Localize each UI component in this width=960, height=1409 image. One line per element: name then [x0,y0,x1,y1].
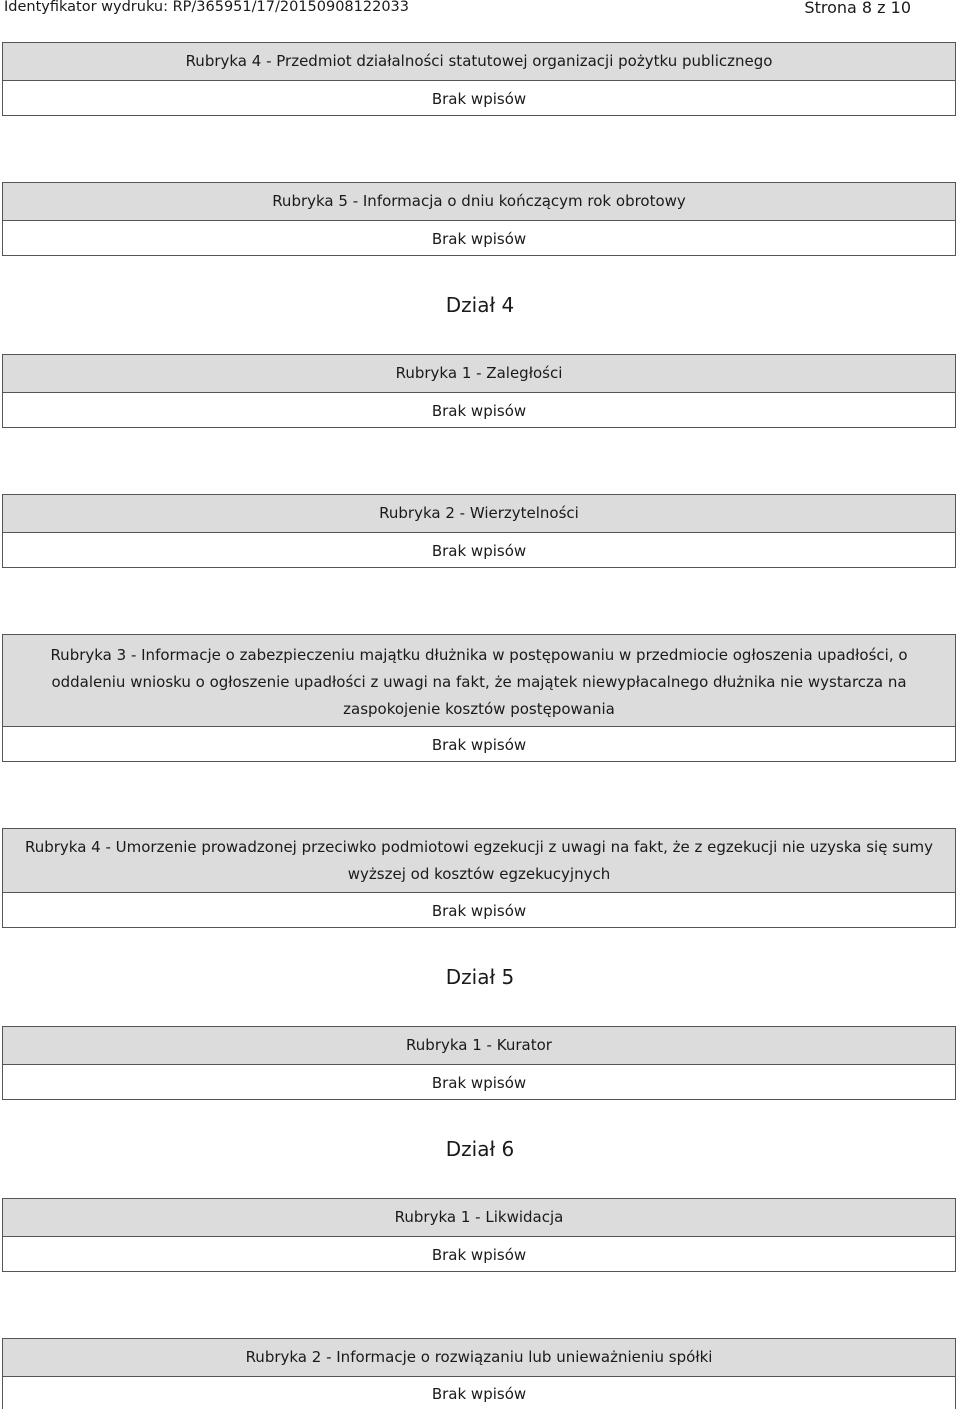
rubryka-value: Brak wpisów [3,533,955,567]
rubryka-value: Brak wpisów [3,1065,955,1099]
rubryka-block [2,494,956,568]
rubryka-title: Rubryka 2 - Informacje o rozwiązaniu lub unieważnieniu spółki [3,1339,955,1377]
rubryka-block [2,634,956,762]
rubryka-value: Brak wpisów [3,727,955,761]
rubryka-title: Rubryka 1 - Zaległości [3,355,955,393]
section-heading: Dział 6 [445,1137,515,1161]
section-heading: Dział 4 [445,293,515,317]
rubryka-block [2,42,956,116]
rubryka-title: Rubryka 1 - Likwidacja [3,1199,955,1237]
rubryka-block [2,1338,956,1409]
print-identifier: Identyfikator wydruku: RP/365951/17/20150908122033 [4,0,410,15]
page-number: Strona 8 z 10 [804,0,911,17]
rubryka-value: Brak wpisów [3,1377,955,1409]
rubryka-value: Brak wpisów [3,1237,955,1271]
rubryka-block [2,828,956,928]
rubryka-value: Brak wpisów [3,393,955,427]
rubryka-title: Rubryka 3 - Informacje o zabezpieczeniu majątku dłużnika w postępowaniu w przedmiocie ogłoszenia upadłości, o oddaleniu wniosku o ogłoszenie upadłości z uwagi na fakt, że majątek niewypłacalnego dłużnika nie wystarcza na zaspokojenie kosztów postępowania [3,635,955,727]
rubryka-block [2,1026,956,1100]
rubryka-block [2,1198,956,1272]
rubryka-value: Brak wpisów [3,221,955,255]
rubryka-block [2,354,956,428]
rubryka-title: Rubryka 1 - Kurator [3,1027,955,1065]
section-heading: Dział 5 [445,965,515,989]
rubryka-title: Rubryka 4 - Przedmiot działalności statutowej organizacji pożytku publicznego [3,43,955,81]
rubryka-title: Rubryka 2 - Wierzytelności [3,495,955,533]
rubryka-title: Rubryka 4 - Umorzenie prowadzonej przeciwko podmiotowi egzekucji z uwagi na fakt, że z egzekucji nie uzyska się sumy wyższej od kosztów egzekucyjnych [3,829,955,893]
rubryka-value: Brak wpisów [3,81,955,115]
rubryka-value: Brak wpisów [3,893,955,927]
rubryka-block [2,182,956,256]
rubryka-title: Rubryka 5 - Informacja o dniu kończącym rok obrotowy [3,183,955,221]
